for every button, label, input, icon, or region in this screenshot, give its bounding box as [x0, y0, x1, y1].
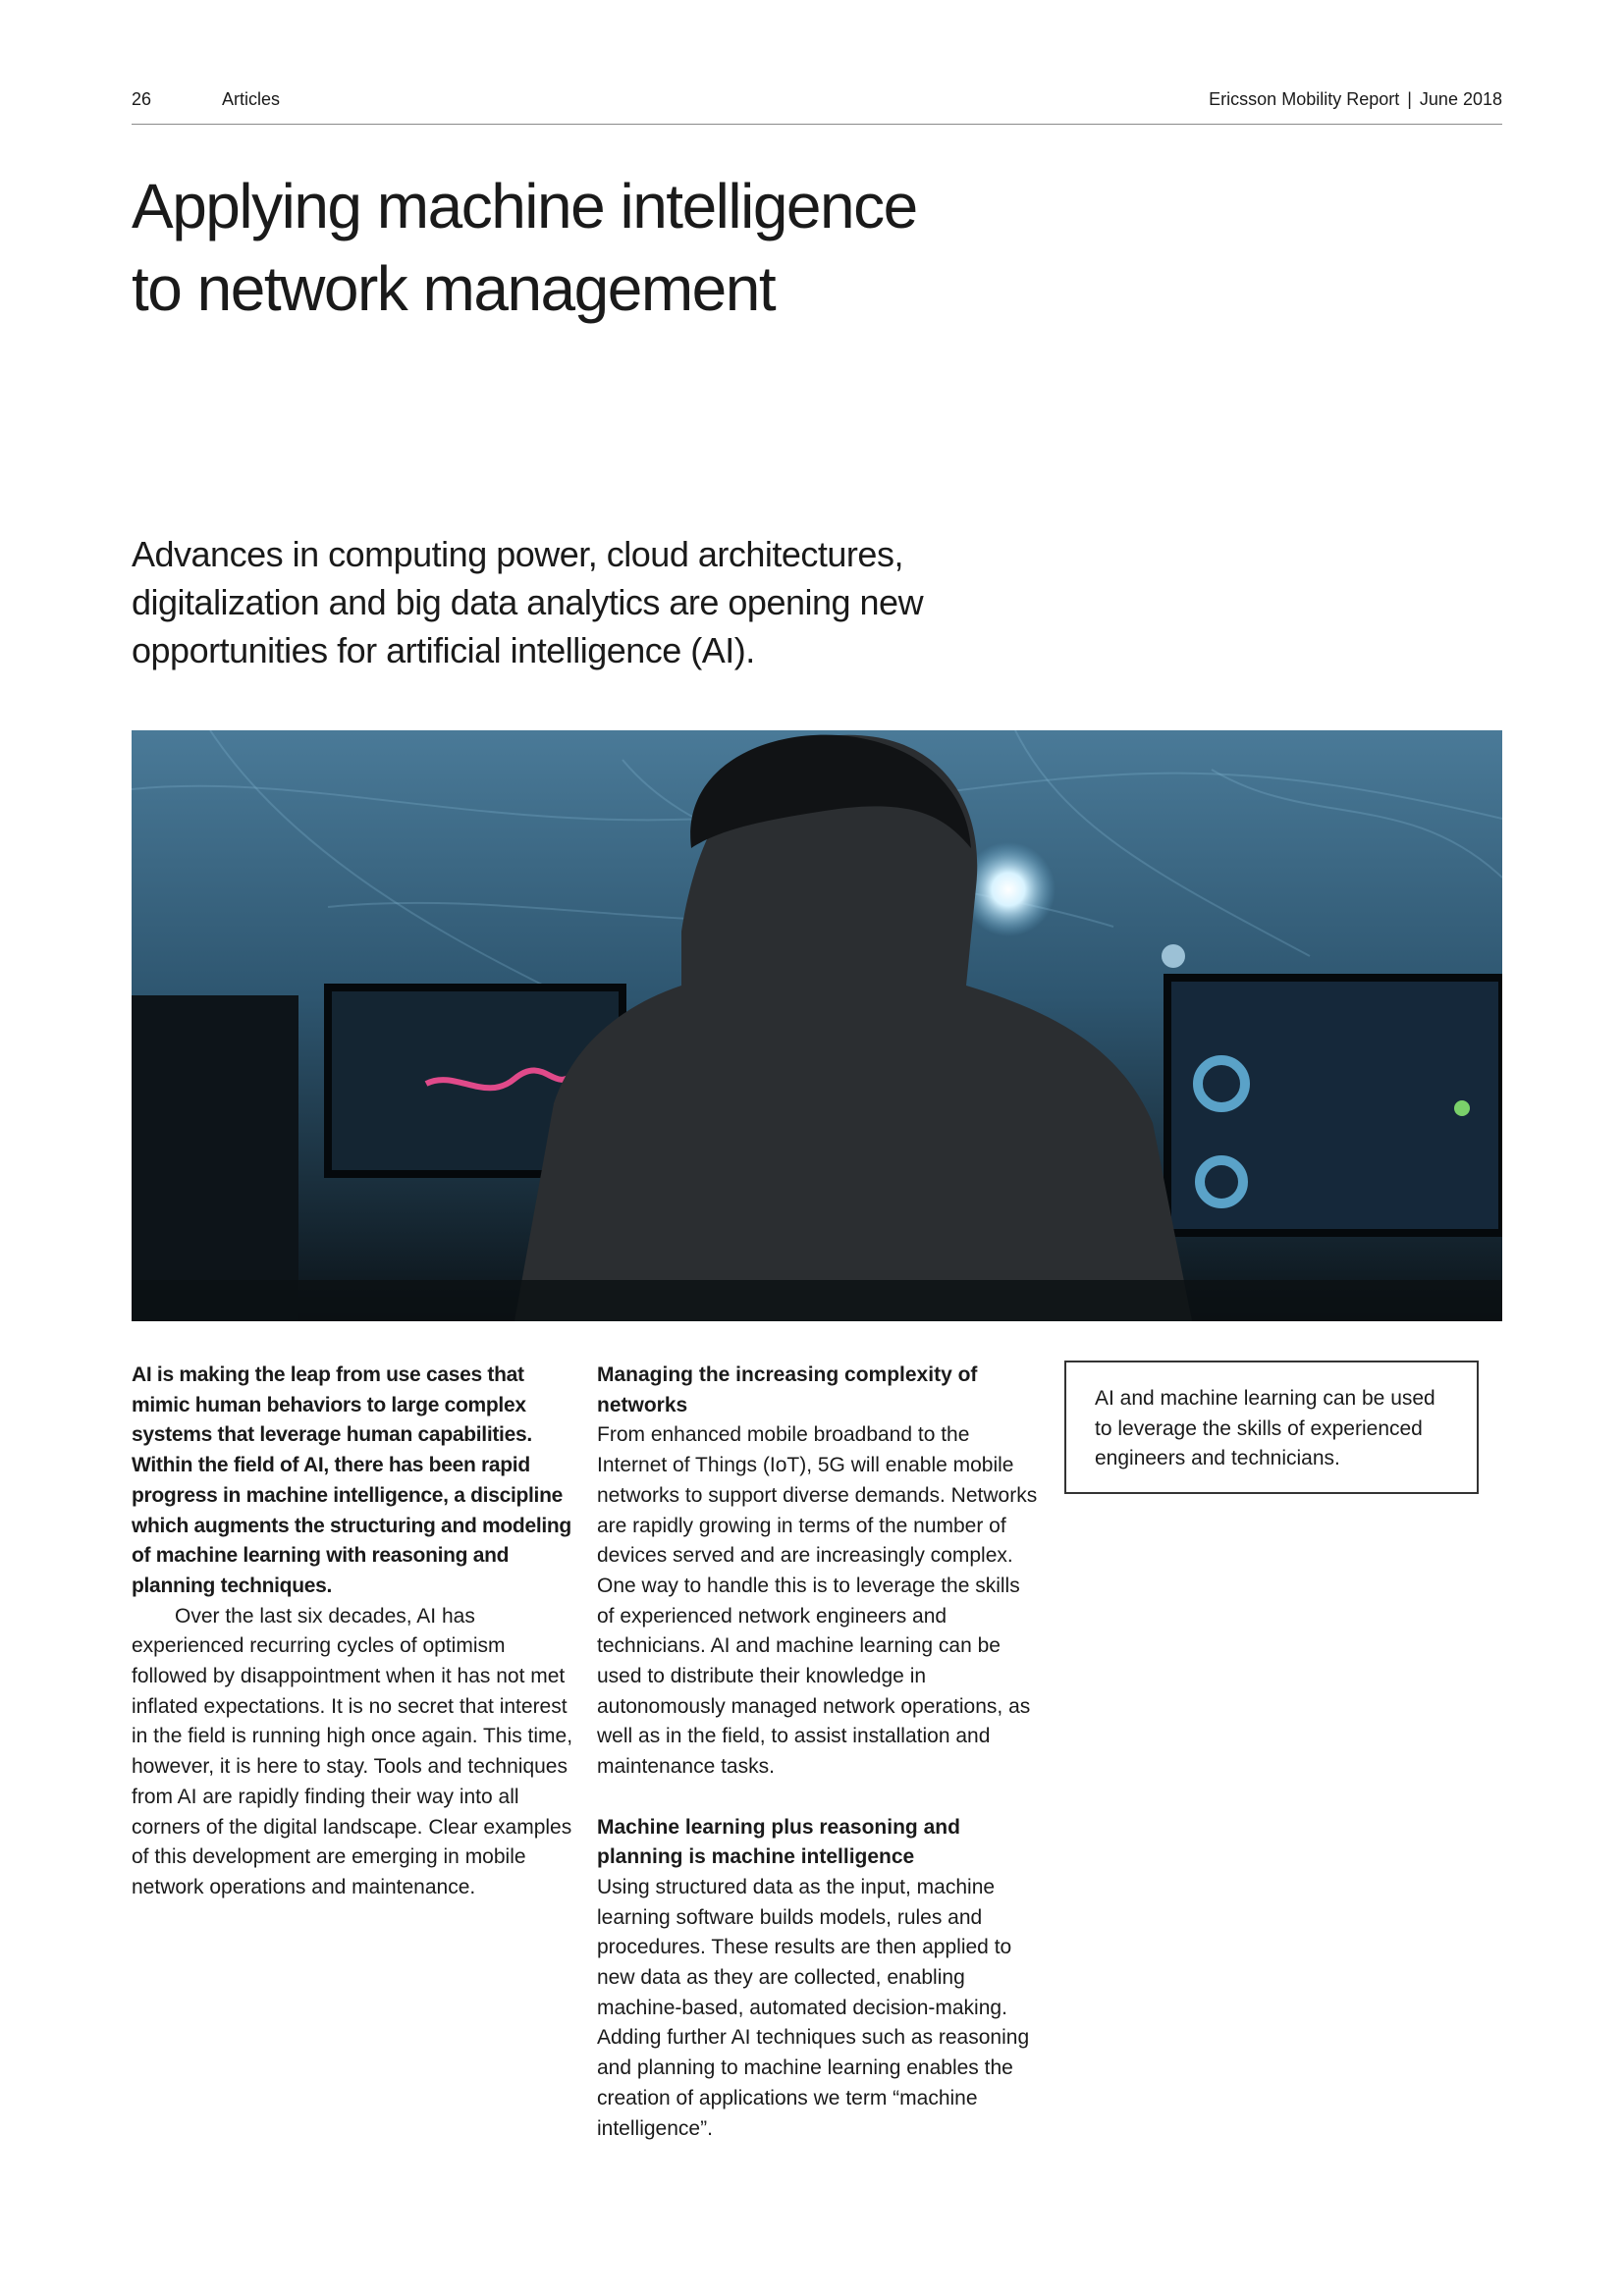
subheading-complexity: Managing the increasing complexity of networks: [597, 1363, 978, 1416]
column-2: [597, 1361, 1039, 2144]
article-title: [132, 165, 1113, 330]
body-paragraph: Over the last six decades, AI has experienced recurring cycles of optimism followed by disappointment when it has not met inflated expectations. It is no secret that interest in the field is running high once again. This time, however, it is here to stay. Tools and techniques from AI are rapidly finding their way into all corners of the digital landscape. Clear examples of this development are emerging in mobile network operations and maintenance.: [132, 1604, 573, 1898]
report-title: Ericsson Mobility Report: [1209, 89, 1400, 109]
subheading-machine-intelligence: Machine learning plus reasoning and planning is machine intelligence: [597, 1815, 960, 1869]
hero-photo: [132, 730, 1502, 1321]
photo-icon: [132, 730, 1502, 1321]
report-info: [1209, 89, 1502, 110]
title-line-2: to network management: [132, 253, 776, 324]
page-header: [132, 86, 1502, 125]
callout-box: [1064, 1361, 1479, 1494]
report-date: June 2018: [1419, 89, 1502, 109]
section-label: Articles: [222, 89, 281, 109]
lead-paragraph: AI is making the leap from use cases that mimic human behaviors to large complex systems that leverage human capabilities. Within the field of AI, there has been rapid progress in machine intelligence, a discipline which augments the structuring and modeling of machine learning with reasoning and planning techniques.: [132, 1363, 571, 1597]
header-separator: |: [1407, 89, 1412, 109]
column-1: [132, 1361, 573, 1903]
title-line-1: Applying machine intelligence: [132, 171, 917, 241]
page-number: 26: [132, 89, 152, 109]
body-paragraph-machine-intelligence: Using structured data as the input, machine learning software builds models, rules and procedures. These results are then applied to new data as they are collected, enabling machine-based, automated decision-making. Adding further AI techniques such as reasoning and planning to machine learning enables the creation of applications we term “machine intelligence”.: [597, 1875, 1030, 2140]
callout-text: AI and machine learning can be used to leverage the skills of experienced engineers and technicians.: [1095, 1387, 1435, 1470]
intro-paragraph: Advances in computing power, cloud architectures, digitalization and big data analytics are opening new opportunities for artificial intelligence (AI).: [132, 534, 924, 670]
body-paragraph-complexity: From enhanced mobile broadband to the Internet of Things (IoT), 5G will enable mobile networks to support diverse demands. Networks are rapidly growing in terms of the number of devices served and are increasingly complex. One way to handle this is to leverage the skills of experienced network engineers and technicians. AI and machine learning can be used to distribute their knowledge in autonomously managed network operations, as well as in the field, to assist installation and maintenance tasks.: [597, 1423, 1038, 1779]
